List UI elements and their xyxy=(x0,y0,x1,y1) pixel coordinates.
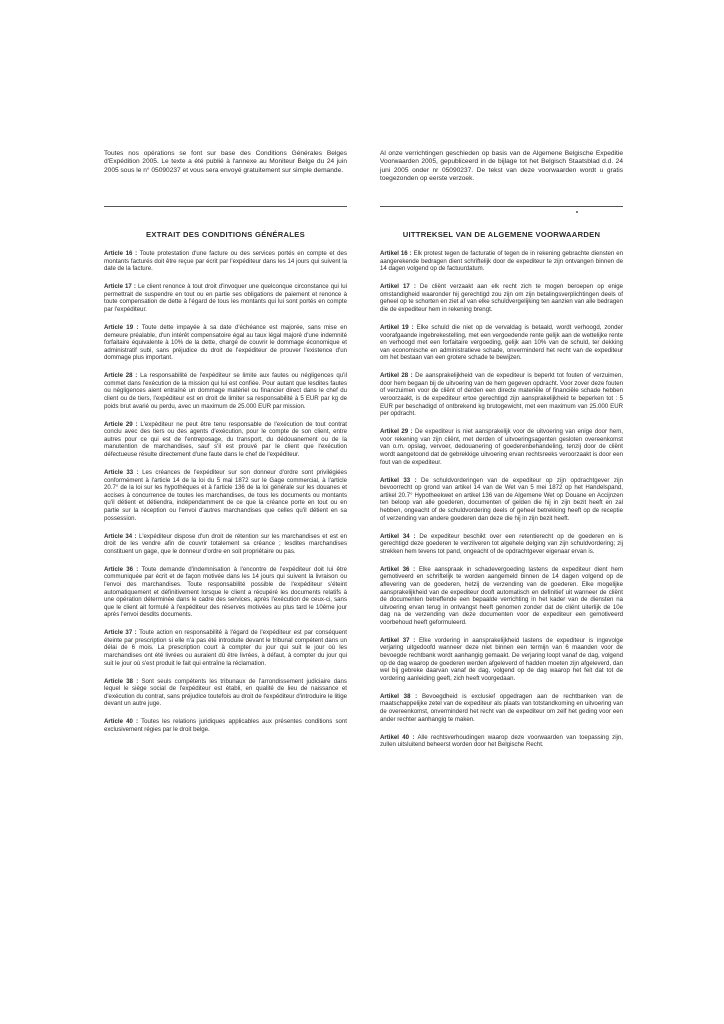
dutch-article-37 xyxy=(380,637,623,683)
article-text: Sont seuls compétents les tribunaux de l'arrondissement judiciaire dans lequel le siège social de l'expéditeur est établi, en qualité de lieu de naissance et d'exécution du contrat, sans préjudice toutefois au droit de l'expéditeur d'introduire le litige devant un autre juge. xyxy=(104,677,347,708)
dutch-article-17 xyxy=(380,283,623,313)
dutch-article-33 xyxy=(380,477,623,523)
article-label: Article 36 : xyxy=(104,565,139,573)
dutch-article-28 xyxy=(380,372,623,418)
article-label: Article 40 : xyxy=(104,718,139,726)
dutch-heading: UITTREKSEL VAN DE ALGEMENE VOORWAARDEN xyxy=(402,230,601,239)
french-article-36 xyxy=(104,566,347,619)
article-text: De aansprakelijkheid van de expediteur is beperkt tot fouten of verzuimen, door hem begaan bij de uitvoering van de hem gegeven opdracht. Voor zover deze fouten of verzuimen voor de cliënt of derden een directe materiële of financiële schade hebben veroorzaakt, is de expediteur ertoe gerechtigd zijn aansprakelijkheid te beperken tot : 5 EUR per beschadigd of ontbrekend kg brutogewicht, met een maximum van 25.000 EUR per opdracht. xyxy=(380,372,623,418)
article-text: Elk protest tegen de facturatie of tegen de in rekening gebrachte diensten en aangerekende bedragen dient schriftelijk door de expediteur te zijn ontvangen binnen de 14 dagen volgend op de factuurdatum. xyxy=(380,250,623,273)
french-intro: Toutes nos opérations se font sur base des Conditions Générales Belges d'Expédition 2005. Le texte a été publié à l'annexe au Moniteur Belge du 24 juin 2005 sous le n° 05090237 et vous sera envoyé gratuitement sur simple demande. xyxy=(104,150,347,174)
article-label: Artikel 16 : xyxy=(380,250,412,257)
article-label: Artikel 33 : xyxy=(380,476,417,484)
dutch-article-36 xyxy=(380,566,623,627)
french-article-29 xyxy=(104,421,347,459)
article-text: Toute demande d'indemnisation à l'encontre de l'expéditeur doit lui être communiquée par écrit et de façon motivée dans les 14 jours qui suivent la livraison ou l'envoi des marchandises. Toute responsabilité possible de l'expéditeur s'éteint automatiquement et définitivement lorsque le client a récupéré les documents relatifs à une opération déterminée dans le cadre des services, après l'exécution de ceux-ci, sans que le client ait formulé à l'expéditeur des réserves motivées au plus tard le 10ème jour après l'envoi desdits documents. xyxy=(104,565,347,619)
article-text: L'expéditeur dispose d'un droit de rétention sur les marchandises et est en droit de les vendre afin de couvrir totalement sa créance ; lesdites marchandises constituent un gage, que le donneur d'ordre en soit propriétaire ou pas. xyxy=(104,532,347,555)
french-article-40 xyxy=(104,718,347,733)
article-label: Artikel 38 : xyxy=(380,692,418,700)
article-label: Article 37 : xyxy=(104,629,137,637)
article-label: Article 38 : xyxy=(104,677,139,685)
dutch-article-29 xyxy=(380,428,623,466)
article-text: Toute action en responsabilité à l'égard de l'expéditeur est par conséquent éteinte par prescription si elle n'a pas été introduite devant le tribunal compétent dans un délai de 6 mois. La prescription court à compter du jour qui suit le jour où les marchandises ont été livrées ou auraient dû être livrées, à défaut, à compter du jour qui suit le jour où s'est produit le fait qui entraîne la réclamation. xyxy=(104,629,347,667)
article-label: Artikel 34 : xyxy=(380,532,416,540)
article-label: Artikel 28 : xyxy=(380,372,413,380)
article-label: Article 34 : xyxy=(104,532,137,540)
article-label: Artikel 29 : xyxy=(380,428,413,436)
article-label: Artikel 37 : xyxy=(380,636,416,644)
article-text: L'expéditeur ne peut être tenu responsable de l'exécution de tout contrat conclu avec des tiers ou des agents d'exécution, pour le compte de son client, entre autres pour ce qui est de l'entreposage, du transport, du dédouanement ou de la manutention de marchandises, sauf s'il est prouvé par le client que l'exécution défectueuse résulte directement d'une faute dans le chef de l'expéditeur. xyxy=(104,420,347,459)
article-text: Elke schuld die niet op de vervaldag is betaald, wordt verhoogd, zonder voorafgaande ingebrekestelling, met een vergoedende rente gelijk aan de wettelijke rente en verhoogd met een forfaitaire vergoeding, gelijk aan 10% van de schuld, ter dekking van economische en administratieve schade, onverminderd het recht van de expediteur om het bestaan van een grotere schade te bewijzen. xyxy=(380,323,623,362)
article-text: De schuldvorderingen van de expediteur op zijn opdrachtgever zijn bevoorrecht op grond van artikel 14 van de Wet van 5 mei 1872 op het Handelspand, artikel 20.7° Hypotheekwet en artikel 136 van de Algemene Wet op Douane en Accijnzen ten beloop van alle goederen, documenten of gelden die hij in zijn bezit heeft en zal hebben, ongeacht of de schuldvordering deels of geheel betrekking heeft op de receptie of verzending van andere goederen dan deze die hij in zijn bezit heeft. xyxy=(380,476,623,522)
french-heading: EXTRAIT DES CONDITIONS GÉNÉRALES xyxy=(146,230,305,239)
dutch-column xyxy=(380,150,623,749)
french-articles xyxy=(104,250,347,744)
article-text: De cliënt verzaakt aan elk recht zich te mogen beroepen op enige omstandigheid waaronder hij gerechtigd zou zijn om zijn betalingsverplichtingen deels of geheel op te schorten en ziet af van elke schuldvergelijking ten aanzien van alle bedragen die de expediteur hem in rekening brengt. xyxy=(380,283,623,313)
dutch-article-34 xyxy=(380,533,623,556)
french-article-17 xyxy=(104,283,347,313)
article-text: Bevoegdheid is exclusief opgedragen aan de rechtbanken van de maatschappelijke zetel van de expediteur als plaats van totstandkoming en uitvoering van de overeenkomst, onverminderd het recht van de expediteur om zelf het geding voor een ander rechter aanhangig te maken. xyxy=(380,692,623,723)
french-article-38 xyxy=(104,678,347,708)
dutch-article-38 xyxy=(380,693,623,723)
article-label: Artikel 36 : xyxy=(380,565,416,573)
article-text: Elke vordering in aansprakelijkheid lastens de expediteur is ingevolge verjaring uitgedoofd wanneer deze niet binnen een termijn van 6 maanden voor de bevoegde rechtbank wordt aanhangig gemaakt. De verjaring loopt vanaf de dag, volgend op de dag waarop de goederen werden afgeleverd of hadden moeten zijn afgeleverd, dan wel bij gebreke daarvan vanaf de dag, volgend op de dag waarop het feit dat tot de vordering aanleiding geeft, zich heeft voorgedaan. xyxy=(380,636,623,682)
dutch-article-40 xyxy=(380,734,623,749)
dutch-divider xyxy=(380,206,623,207)
french-article-33 xyxy=(104,469,347,522)
article-label: Article 33 : xyxy=(104,469,139,477)
article-label: Artikel 19 : xyxy=(380,323,414,331)
scan-speck xyxy=(576,211,578,213)
article-label: Artikel 17 : xyxy=(380,283,416,291)
article-text: Les créances de l'expéditeur sur son donneur d'ordre sont privilégiées conformément à l'article 14 de la loi du 5 mai 1872 sur le Gage commercial, à l'article 20.7° de la loi sur les hypothèques et à l'article 136 de la loi générale sur les douanes et accises à concurrence de toutes les marchandises, de tous les documents ou montants qu'il détient et détiendra, indépendamment de ce que la créance porte en tout ou en partie sur la réception ou l'envoi d'autres marchandises que celles qu'il détient en sa possession. xyxy=(104,469,347,522)
dutch-intro: Al onze verrichtingen geschieden op basis van de Algemene Belgische Expeditie Voorwaarden 2005, gepubliceerd in de bijlage tot het Belgisch Staatsblad d.d. 24 juni 2005 onder nr 05090237. De tekst van deze voorwaarden wordt u gratis toegezonden op eerste verzoek. xyxy=(380,150,623,182)
article-text: De expediteur beschikt over een retentierecht op de goederen en is gerechtigd deze goederen te verzilveren tot algehele delging van zijn schuldvordering; zij strekken hem tevens tot pand, ongeacht of de opdrachtgever eigenaar ervan is. xyxy=(380,532,623,555)
article-label: Article 19 : xyxy=(104,323,139,331)
article-text: La responsabilité de l'expéditeur se limite aux fautes ou négligences qu'il commet dans l'exécution de la mission qui lui est confiée. Pour autant que lesdites fautes ou négligences aient entraîné un dommage matériel ou financier direct dans le chef du client ou de tiers, l'expéditeur est en droit de limiter sa responsabilité à 5 EUR par kg de poids brut avarié ou perdu, avec un maximum de 25.000 EUR par mission. xyxy=(104,372,347,410)
article-text: Elke aanspraak in schadevergoeding lastens de expediteur dient hem gemotiveerd en schriftelijk te worden aangemeld binnen de 14 dagen volgend op de aflevering van de goederen, hetzij de verzending van de goederen. Elke mogelijke aansprakelijkheid van de expediteur dooft automatisch en definitief uit wanneer de cliënt de documenten betreffende een bepaalde verrichting in het kader van de diensten na uitvoering ervan terug in ontvangst heeft genomen zonder dat de cliënt uiterlijk de 10e dag na de verzending van deze documenten voor de expediteur een gemotiveerd voorbehoud heeft geformuleerd. xyxy=(380,565,623,626)
french-article-34 xyxy=(104,533,347,556)
french-column xyxy=(104,150,347,733)
dutch-articles xyxy=(380,250,623,759)
article-text: Alle rechtsverhoudingen waarop deze voorwaarden van toepassing zijn, zullen uitsluitend beheerst worden door het Belgische Recht. xyxy=(380,733,623,749)
article-text: Le client renonce à tout droit d'invoquer une quelconque circonstance qui lui permettrait de suspendre en tout ou en partie ses obligations de paiement et renonce à toute compensation de dette à l'égard de tous les montants qui lui sont portés en compte par l'expéditeur. xyxy=(104,283,347,313)
french-divider xyxy=(104,206,347,207)
article-label: Article 17 : xyxy=(104,283,136,291)
dutch-article-16 xyxy=(380,250,623,273)
article-text: Toutes les relations juridiques applicables aux présentes conditions sont exclusivement régies par le droit belge. xyxy=(104,718,347,733)
french-article-16 xyxy=(104,250,347,273)
article-label: Article 29 : xyxy=(104,420,138,428)
article-label: Artikel 40 : xyxy=(380,733,415,741)
dutch-article-19 xyxy=(380,324,623,362)
article-text: De expediteur is niet aansprakelijk voor de uitvoering van enige door hem, voor rekening van zijn cliënt, met derden of uitvoeringsagenten gesloten overeenkomst van o.m. opslag, vervoer, dedouanering of goederenbehandeling, tenzij door de cliënt wordt aangetoond dat de gebrekkige uitvoering ervan rechtsreeks veroorzaakt is door een fout van de expediteur. xyxy=(380,428,623,466)
article-text: Toute dette impayée à sa date d'échéance est majorée, sans mise en demeure préalable, d'un intérêt compensatoire égal au taux légal majoré d'une indemnité forfaitaire équivalente à 10% de la dette, chargé de couvrir le dommage économique et administratif subi, sans préjudice du droit de l'expéditeur de prouver l'existence d'un dommage plus important. xyxy=(104,323,347,362)
french-article-19 xyxy=(104,324,347,362)
article-text: Toute protestation d'une facture ou des services portés en compte et des montants facturés doit être reçue par écrit par l'expéditeur dans les 14 jours qui suivent la date de la facture. xyxy=(104,250,347,273)
article-label: Article 28 : xyxy=(104,372,138,380)
french-article-37 xyxy=(104,629,347,667)
french-article-28 xyxy=(104,372,347,410)
article-label: Article 16 : xyxy=(104,250,138,257)
